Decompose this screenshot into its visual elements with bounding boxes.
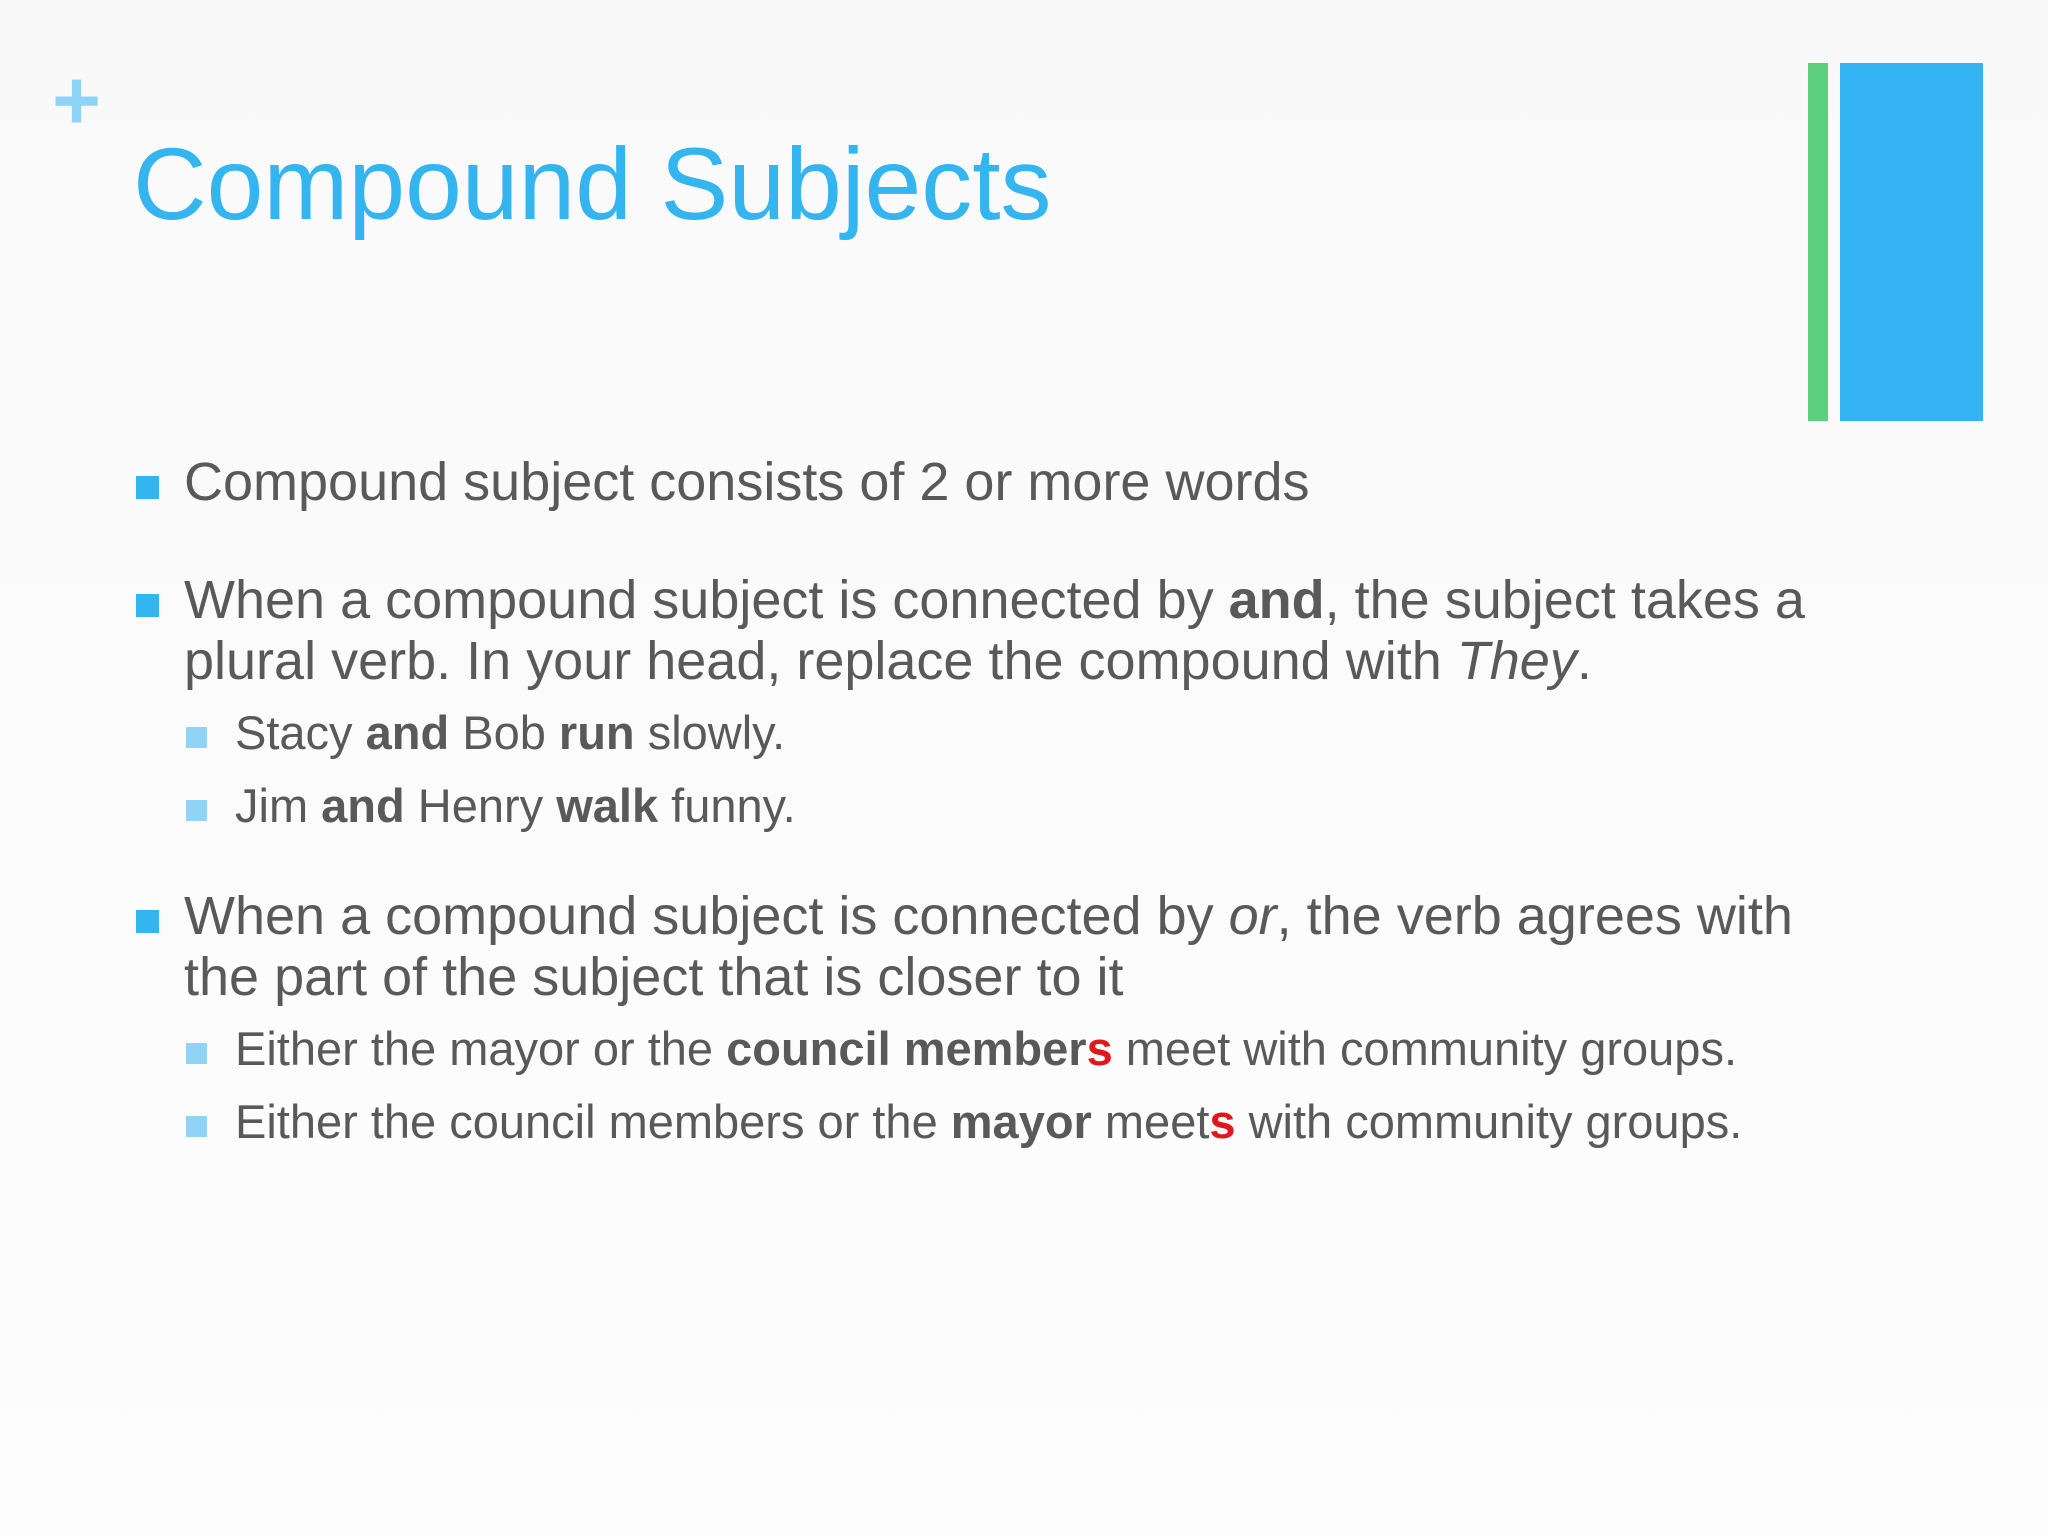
example-text: meet [1091,1095,1210,1148]
example-text: Bob [449,706,559,759]
highlighted-suffix: s [1086,1022,1113,1075]
bullet-text: . [1576,631,1592,691]
bullet-item [134,886,1814,1008]
example-item [184,1094,1814,1149]
example-text: Henry [404,779,557,832]
italic-keyword: They [1456,631,1577,691]
example-item [184,705,1814,760]
slide-title: Compound Subjects [133,127,1052,241]
green-accent-bar [1808,63,1828,421]
bold-keyword: and [365,706,450,759]
example-text: Jim [235,779,322,832]
bullet-text: When a compound subject is connected by [184,570,1229,630]
example-text: Stacy [235,706,366,759]
example-item [184,1021,1814,1076]
example-list [184,1021,1814,1149]
bold-keyword: and [321,779,405,832]
bullet-text: , the subject takes a plural verb. In your head, replace the compound with [184,570,1805,691]
slide-content [134,452,1814,1149]
highlighted-suffix: s [1209,1095,1236,1148]
example-item [184,778,1814,833]
italic-keyword: or [1228,886,1277,946]
example-text: Either the council members or the [235,1095,951,1148]
blue-accent-bar [1840,63,1983,421]
bold-subject: mayor [950,1095,1092,1148]
bold-subject: council member [726,1022,1087,1075]
example-text: with community groups. [1235,1095,1743,1148]
bold-verb: walk [556,779,659,832]
bold-verb: run [558,706,635,759]
example-text: slowly. [634,706,786,759]
bold-keyword: and [1228,570,1325,630]
example-text: Either the mayor or the [235,1022,727,1075]
plus-icon: + [52,53,102,147]
bullet-item [134,570,1814,692]
example-text: meet with community groups. [1112,1022,1738,1075]
bullet-text: Compound subject consists of 2 or more words [184,452,1310,512]
example-text: funny. [658,779,796,832]
bullet-item [134,452,1814,513]
example-list [184,705,1814,833]
bullet-text: , the verb agrees with the part of the subject that is closer to it [184,886,1793,1007]
bullet-text: When a compound subject is connected by [184,886,1229,946]
